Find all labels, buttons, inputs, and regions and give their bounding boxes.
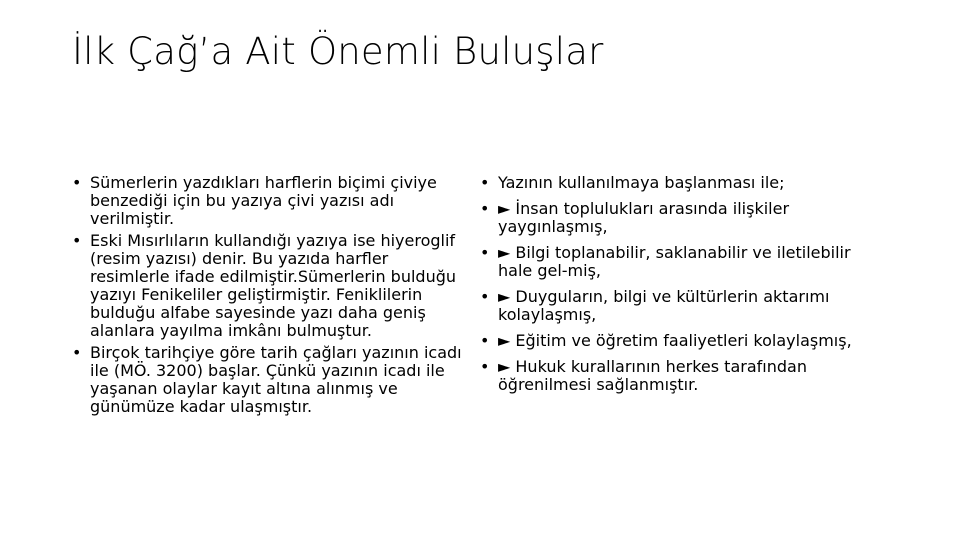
right-bullet-list xyxy=(480,174,888,402)
slide-title: İlk Çağ’a Ait Önemli Buluşlar xyxy=(72,30,604,73)
left-bullet-item-3: • Birçok tarihçiye göre tarih çağları yazının icadı ile (MÖ. 3200) başlar. Çünkü yazının icadı ile yaşanan olaylar kayıt altına alınmış ve günümüze kadar ulaşmıştır. xyxy=(72,344,472,416)
right-bullet-item-1: • Yazının kullanılmaya başlanması ile; xyxy=(480,174,888,192)
left-bullet-item-1: • Sümerlerin yazdıkları harflerin biçimi çiviye benzediği için bu yazıya çivi yazısı adı verilmiştir. xyxy=(72,174,472,228)
right-bullet-item-5: • ► Eğitim ve öğretim faaliyetleri kolaylaşmış, xyxy=(480,332,888,350)
left-bullet-item-2: • Eski Mısırlıların kullandığı yazıya ise hiyeroglif (resim yazısı) denir. Bu yazıda harfler resimlerle ifade edilmiştir.Sümerlerin bulduğu yazıyı Fenikeliler geliştirmiştir. Feniklilerin bulduğu alfabe sayesinde yazı daha geniş alanlara yayılma imkânı bulmuştur. xyxy=(72,232,472,340)
right-bullet-item-3: • ► Bilgi toplanabilir, saklanabilir ve iletilebilir hale gel-miş, xyxy=(480,244,888,280)
right-bullet-item-4: • ► Duyguların, bilgi ve kültürlerin aktarımı kolaylaşmış, xyxy=(480,288,888,324)
left-bullet-list xyxy=(72,174,472,420)
right-bullet-item-6: • ► Hukuk kurallarının herkes tarafından öğrenilmesi sağlanmıştır. xyxy=(480,358,888,394)
right-bullet-item-2: • ► İnsan toplulukları arasında ilişkiler yaygınlaşmış, xyxy=(480,200,888,236)
